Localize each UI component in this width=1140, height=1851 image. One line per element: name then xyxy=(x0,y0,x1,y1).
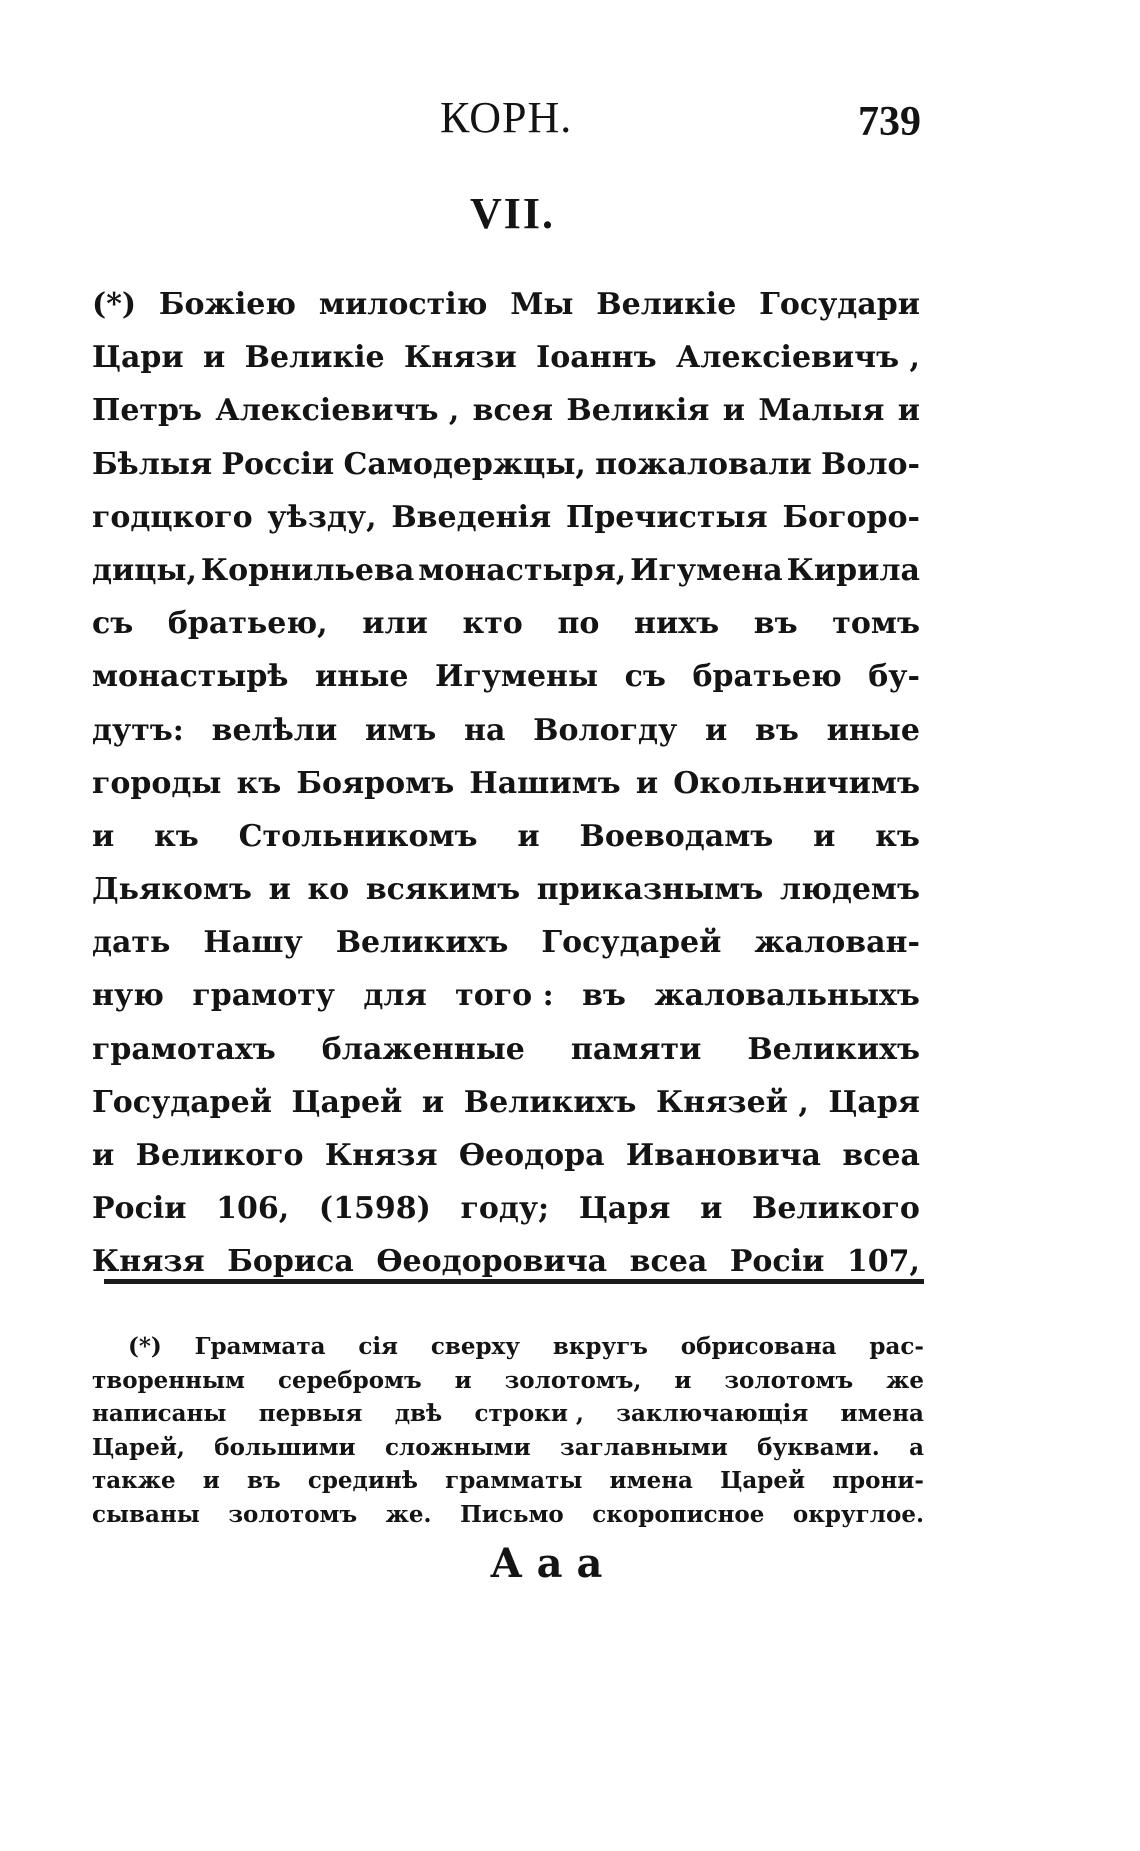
word: въ xyxy=(755,712,799,748)
word: Великiе xyxy=(244,340,385,376)
word: Богоро- xyxy=(782,499,920,535)
word: Письмо xyxy=(460,1500,564,1528)
word: приказнымъ xyxy=(536,872,764,908)
word: Великого xyxy=(135,1138,304,1173)
word: Великiя xyxy=(566,393,710,429)
word: нихъ xyxy=(634,606,720,642)
word: грамматы xyxy=(445,1467,583,1495)
word: имена xyxy=(840,1400,924,1428)
word: всея xyxy=(472,393,554,429)
word: въ xyxy=(753,606,798,642)
word: Росiи xyxy=(729,1244,825,1280)
word: и xyxy=(454,1366,472,1394)
word: Iоаннъ xyxy=(536,340,657,376)
text-line xyxy=(92,757,920,810)
word: Цари xyxy=(92,340,184,376)
word: Великихъ xyxy=(335,925,509,961)
text-line xyxy=(92,969,920,1022)
word: обрисована xyxy=(680,1333,837,1360)
text-line xyxy=(92,1182,920,1235)
word: Петръ xyxy=(92,393,202,429)
word: на xyxy=(464,712,506,748)
text-line xyxy=(92,1397,924,1431)
word: Окольничимъ xyxy=(673,765,920,801)
word: Царей xyxy=(720,1467,806,1495)
word: (*) xyxy=(92,287,137,322)
text-line xyxy=(92,810,920,863)
word: Князи xyxy=(404,340,517,376)
text-line xyxy=(92,331,920,384)
word: золотомъ, xyxy=(504,1366,642,1394)
word: же. xyxy=(385,1500,432,1528)
word: иные xyxy=(826,712,920,748)
word: срединѣ xyxy=(307,1467,418,1495)
text-line xyxy=(92,384,920,437)
word: первыя xyxy=(258,1400,363,1428)
text-line xyxy=(92,1129,920,1182)
word: Нашу xyxy=(203,925,303,961)
word: и xyxy=(268,872,291,908)
word: памяти xyxy=(570,1031,702,1067)
word: пожаловали xyxy=(595,446,812,482)
page-number: 739 xyxy=(858,99,921,145)
word: Великiе xyxy=(596,287,737,322)
word: Великихъ xyxy=(463,1084,637,1120)
word: братьею xyxy=(692,659,842,695)
word: грамотахъ xyxy=(92,1031,276,1067)
word: Царей xyxy=(291,1084,403,1120)
text-line xyxy=(92,491,920,544)
word: всеа xyxy=(629,1244,708,1280)
footnote xyxy=(92,1330,924,1532)
word: строки , xyxy=(474,1400,584,1428)
text-line xyxy=(92,1023,920,1076)
word: заключающiя xyxy=(616,1400,809,1428)
word: 106, xyxy=(216,1191,290,1227)
text-line xyxy=(92,278,920,331)
word: рас- xyxy=(869,1333,924,1360)
word: Игумена xyxy=(630,552,783,588)
word: дать xyxy=(92,925,171,961)
word: монастырѣ xyxy=(92,659,289,695)
running-head xyxy=(0,92,1140,152)
word: Князя xyxy=(92,1244,205,1280)
word: году; xyxy=(460,1191,550,1227)
word: (1598) xyxy=(318,1191,431,1227)
word: Бѣлыя xyxy=(92,446,213,482)
text-line xyxy=(92,1076,920,1129)
word: (*) xyxy=(128,1333,162,1360)
word: того : xyxy=(455,978,554,1014)
word: Князей , xyxy=(656,1084,809,1120)
word: буквами. xyxy=(757,1433,880,1461)
word: Малыя xyxy=(758,393,885,429)
word: Игумены xyxy=(434,659,599,695)
word: кто xyxy=(462,606,523,642)
word: Ивановича xyxy=(625,1138,821,1173)
word: Алексiевичъ , xyxy=(675,340,920,376)
word: и xyxy=(813,818,836,854)
word: Государи xyxy=(759,287,920,322)
word: городы xyxy=(92,765,222,801)
word: и xyxy=(92,818,115,854)
word: уѣзду, xyxy=(267,499,377,535)
word: въ xyxy=(582,978,626,1014)
word: Введенiя xyxy=(391,499,552,535)
word: людемъ xyxy=(779,872,920,908)
text-line xyxy=(92,650,920,703)
word: Самодержцы, xyxy=(343,446,586,482)
word: сверху xyxy=(430,1333,520,1360)
word: Вологду xyxy=(533,712,678,748)
text-line xyxy=(92,863,920,916)
charter-text xyxy=(92,278,920,1289)
document-number: VII. xyxy=(470,189,556,238)
word: скорописное xyxy=(592,1500,765,1528)
word: годцкого xyxy=(92,499,253,535)
text-line xyxy=(92,438,920,491)
word: иные xyxy=(315,659,409,695)
word: ко xyxy=(307,872,350,908)
word: бу- xyxy=(868,659,920,695)
word: Царя xyxy=(578,1191,671,1227)
word: сложными xyxy=(384,1433,531,1461)
word: большими xyxy=(214,1433,356,1461)
running-title: КОРН. xyxy=(440,93,573,142)
word: Великого xyxy=(752,1191,920,1227)
word: дутъ: xyxy=(92,712,184,748)
word: Великихъ xyxy=(747,1031,920,1067)
word: серебромъ xyxy=(277,1366,422,1394)
word: монастыря, xyxy=(418,552,627,588)
word: золотомъ xyxy=(228,1500,358,1528)
word: Өеодора xyxy=(458,1138,605,1173)
word: братьею, xyxy=(167,606,328,642)
word: Мы xyxy=(510,287,574,322)
word: и xyxy=(92,1138,115,1173)
word: Бориса xyxy=(227,1244,354,1280)
word: округлое. xyxy=(792,1500,924,1528)
text-line xyxy=(92,704,920,757)
word: сываны xyxy=(92,1500,200,1528)
word: и xyxy=(635,765,659,801)
word: 107, xyxy=(846,1244,920,1280)
word: и xyxy=(421,1084,445,1120)
word: же xyxy=(886,1366,924,1394)
word: Өеодоровича xyxy=(376,1244,608,1280)
word: къ xyxy=(875,818,920,854)
word: а xyxy=(909,1433,924,1461)
footnote-divider xyxy=(104,1279,924,1284)
word: Воло- xyxy=(820,446,920,482)
word: Князя xyxy=(324,1138,438,1173)
text-line xyxy=(92,1330,924,1364)
word: жаловальныхъ xyxy=(654,978,920,1014)
word: имъ xyxy=(364,712,437,748)
word: для xyxy=(363,978,427,1014)
word: и xyxy=(674,1366,692,1394)
word: съ xyxy=(92,606,134,642)
word: томъ xyxy=(832,606,920,642)
word: двѣ xyxy=(394,1400,443,1428)
word: грамоту xyxy=(192,978,336,1014)
word: въ xyxy=(247,1467,281,1495)
word: всякимъ xyxy=(365,872,521,908)
signature-mark: Ааа xyxy=(490,1540,617,1587)
word: Воеводамъ xyxy=(579,818,774,854)
word: и xyxy=(705,712,728,748)
word: Царя xyxy=(828,1084,920,1120)
word: и xyxy=(897,393,920,429)
word: и xyxy=(722,393,746,429)
word: Царей, xyxy=(92,1433,185,1461)
word: Росiи xyxy=(92,1191,187,1227)
word: Алексiевичъ , xyxy=(215,393,460,429)
word: заглавными xyxy=(560,1433,728,1461)
word: имена xyxy=(609,1467,693,1495)
text-line xyxy=(92,916,920,969)
word: также xyxy=(92,1467,176,1495)
word: дицы, xyxy=(92,552,197,588)
word: Пречистыя xyxy=(566,499,768,535)
word: милостiю xyxy=(318,287,488,322)
word: Нашимъ xyxy=(469,765,621,801)
word: Кирила xyxy=(786,552,920,588)
word: Бояромъ xyxy=(296,765,455,801)
text-line xyxy=(92,1498,924,1532)
word: прони- xyxy=(832,1467,924,1495)
word: золотомъ xyxy=(724,1366,854,1394)
word: жалован- xyxy=(754,925,920,961)
word: съ xyxy=(624,659,666,695)
word: по xyxy=(557,606,600,642)
word: написаны xyxy=(92,1400,227,1428)
word: Граммата xyxy=(194,1333,326,1360)
text-line xyxy=(92,1431,924,1465)
word: къ xyxy=(236,765,282,801)
word: Корнильева xyxy=(200,552,415,588)
text-line xyxy=(92,544,920,597)
text-line xyxy=(92,597,920,650)
word: и xyxy=(203,340,226,376)
word: блаженные xyxy=(321,1031,525,1067)
word: и xyxy=(517,818,540,854)
word: или xyxy=(362,606,428,642)
text-line xyxy=(92,1464,924,1498)
word: Государей xyxy=(92,1084,272,1120)
word: сiя xyxy=(358,1333,399,1360)
word: вкругъ xyxy=(552,1333,648,1360)
word: Стольникомъ xyxy=(238,818,478,854)
word: къ xyxy=(154,818,199,854)
word: Божiею xyxy=(158,287,297,322)
word: и xyxy=(202,1467,220,1495)
word: Россiи xyxy=(221,446,335,482)
word: всеа xyxy=(842,1138,920,1173)
text-line xyxy=(92,1364,924,1398)
word: Государей xyxy=(541,925,722,961)
word: велѣли xyxy=(211,712,338,748)
word: творенным xyxy=(92,1366,245,1394)
word: ную xyxy=(92,978,164,1014)
word: и xyxy=(700,1191,723,1227)
word: Дьякомъ xyxy=(92,872,252,908)
